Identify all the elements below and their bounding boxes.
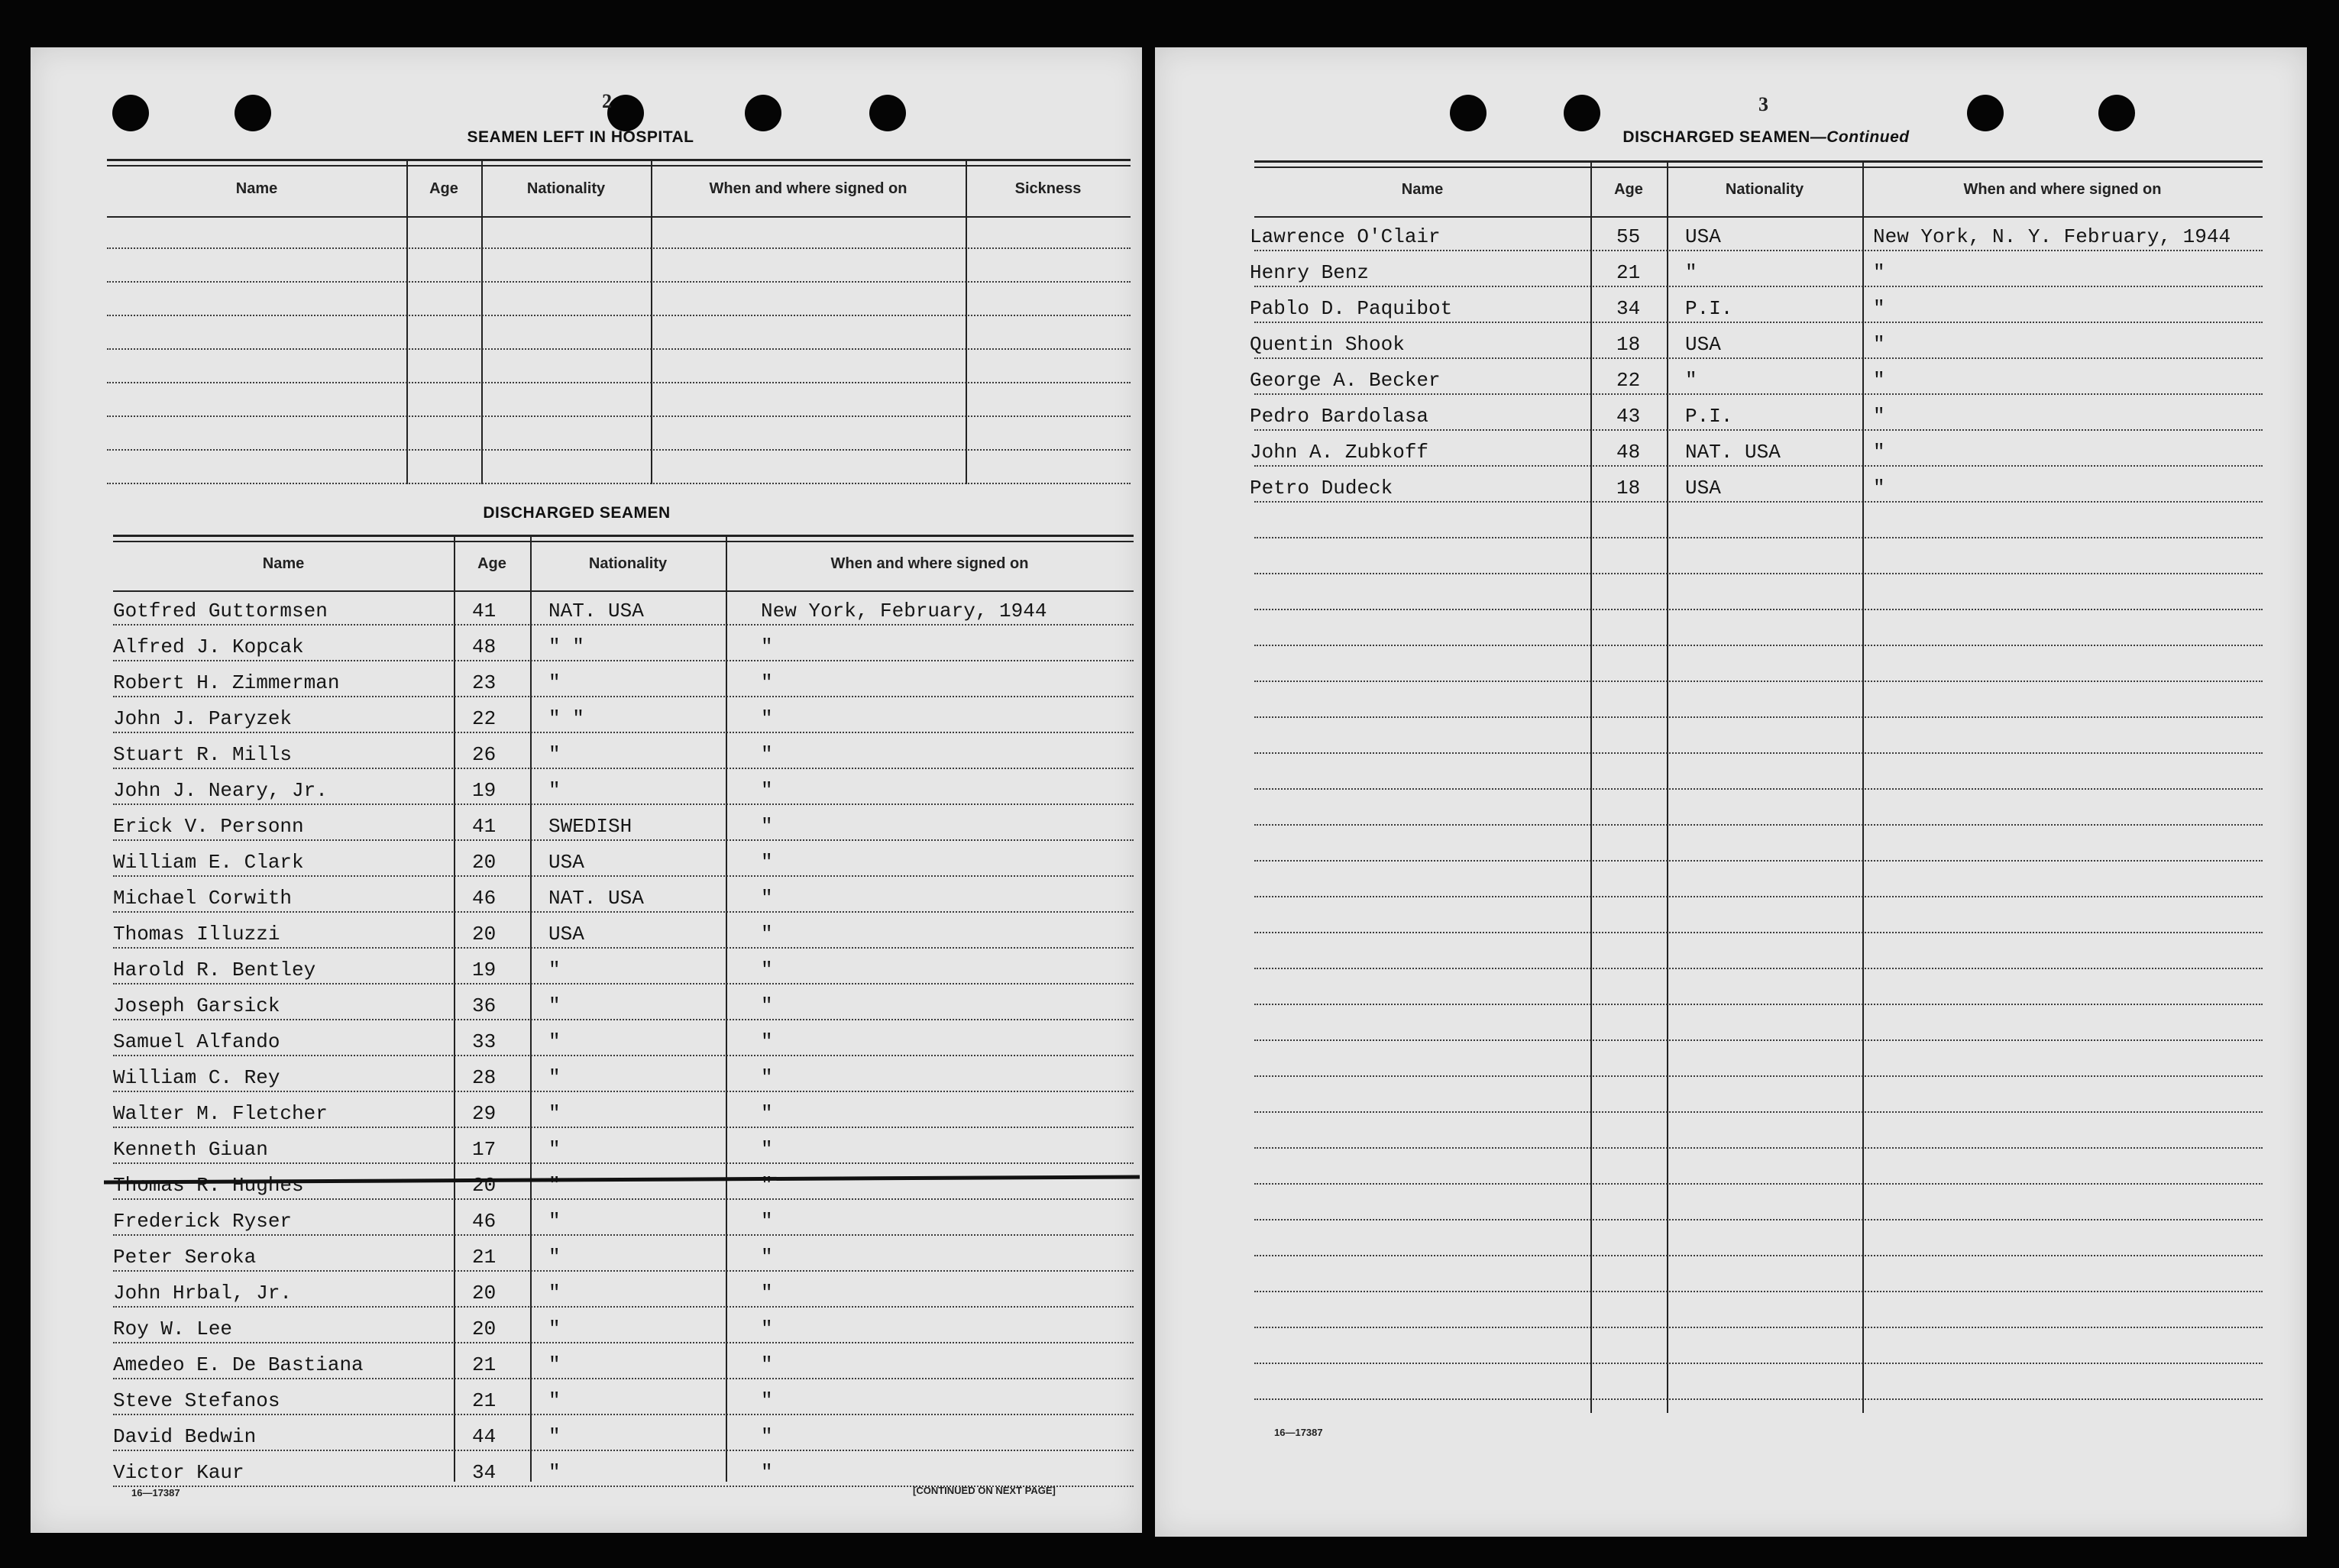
cell-name: Erick V. Personn (113, 815, 304, 838)
cell-name: Joseph Garsick (113, 994, 280, 1017)
punch-hole (607, 95, 644, 131)
cell-age: 21 (1616, 261, 1641, 284)
cell-signed-on: " (761, 887, 773, 910)
cell-age: 43 (1616, 405, 1641, 428)
blank-row (1254, 537, 2263, 574)
punch-hole (1564, 95, 1600, 131)
cell-signed-on: " (761, 1461, 773, 1484)
cell-name: Peter Seroka (113, 1246, 257, 1269)
cell-signed-on: " (761, 671, 773, 694)
cell-signed-on: " (1873, 261, 1885, 284)
cell-name: Quentin Shook (1250, 333, 1405, 356)
cell-nationality: NAT. USA (548, 600, 644, 622)
table-row (1250, 465, 2263, 503)
right-page (1155, 47, 2307, 1537)
blank-row (1254, 1363, 2263, 1400)
cell-age: 17 (472, 1138, 497, 1161)
cell-age: 21 (472, 1389, 497, 1412)
cell-name: Walter M. Fletcher (113, 1102, 328, 1125)
discharged-table (113, 535, 1134, 1482)
cell-signed-on: " (761, 1210, 773, 1233)
cell-signed-on: " (761, 1102, 773, 1125)
cell-name: John Hrbal, Jr. (113, 1282, 293, 1305)
page-number: 2 (602, 90, 612, 112)
cell-nationality: " (548, 1246, 561, 1269)
cell-signed-on: " (761, 1317, 773, 1340)
title-suffix: —Continued (1810, 128, 1910, 146)
cell-nationality: " (1685, 261, 1697, 284)
cell-age: 23 (472, 671, 497, 694)
cell-name: Gotfred Guttormsen (113, 600, 328, 622)
cell-name: David Bedwin (113, 1425, 257, 1448)
blank-row (1254, 716, 2263, 754)
cell-signed-on: " (761, 707, 773, 730)
cell-age: 20 (472, 923, 497, 946)
cell-age: 34 (472, 1461, 497, 1484)
cell-signed-on: " (761, 1353, 773, 1376)
cell-nationality: " (548, 1353, 561, 1376)
cell-signed-on: " (761, 1282, 773, 1305)
blank-row (1254, 932, 2263, 969)
blank-row (107, 247, 1131, 283)
table-row (1250, 393, 2263, 431)
col-name: Name (235, 179, 278, 197)
table-row (113, 1270, 1134, 1308)
form-number: 16—17387 (131, 1487, 180, 1498)
cell-nationality: P.I. (1685, 297, 1733, 320)
table-row (1250, 322, 2263, 359)
cell-age: 18 (1616, 477, 1641, 499)
cell-name: Victor Kaur (113, 1461, 244, 1484)
cell-age: 19 (472, 959, 497, 981)
punch-hole (235, 95, 271, 131)
cell-signed-on: " (761, 815, 773, 838)
cell-name: Alfred J. Kopcak (113, 635, 304, 658)
cell-age: 20 (472, 1174, 497, 1197)
blank-row (1254, 645, 2263, 682)
cell-age: 48 (1616, 441, 1641, 464)
table-row (113, 1162, 1134, 1200)
cell-name: Michael Corwith (113, 887, 293, 910)
cell-nationality: " (548, 1030, 561, 1053)
cell-name: Robert H. Zimmerman (113, 671, 340, 694)
cell-nationality: " (548, 1102, 561, 1125)
table-row (113, 911, 1134, 949)
table-row (113, 803, 1134, 841)
table-row (113, 1414, 1134, 1451)
cell-age: 26 (472, 743, 497, 766)
blank-row (107, 281, 1131, 316)
col-age: Age (429, 179, 458, 197)
cell-name: Steve Stefanos (113, 1389, 280, 1412)
cell-name: George A. Becker (1250, 369, 1441, 392)
table-row (113, 1055, 1134, 1092)
table-row (113, 839, 1134, 877)
table-row (113, 732, 1134, 769)
cell-nationality: USA (548, 923, 584, 946)
cell-age: 20 (472, 851, 497, 874)
cell-signed-on: " (761, 1425, 773, 1448)
table-row (113, 875, 1134, 913)
table-row (113, 1019, 1134, 1056)
cell-name: Frederick Ryser (113, 1210, 293, 1233)
table-row (113, 1306, 1134, 1343)
cell-signed-on: " (761, 1066, 773, 1089)
cell-age: 22 (472, 707, 497, 730)
table-header (107, 159, 1131, 218)
blank-row (1254, 1183, 2263, 1220)
cell-signed-on: " (1873, 333, 1885, 356)
table-row (113, 1450, 1134, 1487)
cell-name: Samuel Alfando (113, 1030, 280, 1053)
blank-row (1254, 573, 2263, 610)
cell-name: John A. Zubkoff (1250, 441, 1429, 464)
cell-age: 41 (472, 815, 497, 838)
col-signed-on: When and where signed on (830, 554, 1029, 572)
col-name: Name (1401, 180, 1444, 198)
cell-nationality: NAT. USA (548, 887, 644, 910)
cell-name: Pablo D. Paquibot (1250, 297, 1453, 320)
title-main: DISCHARGED SEAMEN (1622, 128, 1810, 146)
cell-signed-on: " (761, 1174, 773, 1197)
cell-age: 36 (472, 994, 497, 1017)
col-nationality: Nationality (1725, 180, 1804, 198)
cell-age: 18 (1616, 333, 1641, 356)
table-row (1250, 250, 2263, 287)
cell-name: William C. Rey (113, 1066, 280, 1089)
cell-name: Kenneth Giuan (113, 1138, 268, 1161)
cell-age: 20 (472, 1282, 497, 1305)
punch-hole (1967, 95, 2004, 131)
cell-age: 55 (1616, 225, 1641, 248)
blank-row (107, 348, 1131, 383)
blank-row (1254, 681, 2263, 718)
blank-row (107, 449, 1131, 484)
cell-age: 22 (1616, 369, 1641, 392)
table-row (113, 1378, 1134, 1415)
cell-signed-on: New York, N. Y. February, 1944 (1873, 225, 2231, 248)
cell-nationality: " (548, 671, 561, 694)
cell-name: John J. Neary, Jr. (113, 779, 328, 802)
table-row (113, 1342, 1134, 1379)
form-number: 16—17387 (1274, 1427, 1323, 1438)
punch-hole (1450, 95, 1487, 131)
punch-hole (869, 95, 906, 131)
cell-signed-on: " (761, 1138, 773, 1161)
cell-nationality: " (548, 1210, 561, 1233)
cell-signed-on: " (761, 1030, 773, 1053)
cell-age: 34 (1616, 297, 1641, 320)
table-row (113, 947, 1134, 984)
cell-nationality: USA (1685, 333, 1721, 356)
blank-row (1254, 1039, 2263, 1077)
blank-row (1254, 1111, 2263, 1149)
cell-age: 19 (472, 779, 497, 802)
cell-signed-on: " (761, 959, 773, 981)
cell-age: 44 (472, 1425, 497, 1448)
cell-age: 41 (472, 600, 497, 622)
cell-signed-on: " (761, 923, 773, 946)
cell-name: Petro Dudeck (1250, 477, 1393, 499)
left-page (31, 47, 1142, 1533)
cell-name: Henry Benz (1250, 261, 1370, 284)
col-name: Name (262, 554, 305, 572)
cell-name: Amedeo E. De Bastiana (113, 1353, 364, 1376)
cell-name: William E. Clark (113, 851, 304, 874)
blank-row (107, 315, 1131, 350)
blank-row (107, 382, 1131, 417)
col-nationality: Nationality (526, 179, 606, 197)
punch-hole (2098, 95, 2135, 131)
cell-nationality: " (548, 1461, 561, 1484)
cell-nationality: " " (548, 635, 584, 658)
cell-signed-on: " (761, 635, 773, 658)
cell-age: 21 (472, 1246, 497, 1269)
cell-signed-on: " (761, 1246, 773, 1269)
cell-age: 21 (472, 1353, 497, 1376)
discharged-section-title: DISCHARGED SEAMEN (483, 504, 671, 522)
table-row (113, 624, 1134, 661)
blank-row (1254, 501, 2263, 538)
punch-hole (112, 95, 149, 131)
table-row (113, 1091, 1134, 1128)
cell-nationality: " (548, 743, 561, 766)
cell-name: Thomas Illuzzi (113, 923, 280, 946)
cell-nationality: " (548, 1425, 561, 1448)
discharged-continued-table (1250, 160, 2263, 1413)
cell-age: 46 (472, 887, 497, 910)
cell-nationality: USA (548, 851, 584, 874)
cell-signed-on: New York, February, 1944 (761, 600, 1047, 622)
cell-signed-on: " (1873, 369, 1885, 392)
cell-signed-on: " (761, 1389, 773, 1412)
cell-nationality: " (548, 1066, 561, 1089)
cell-nationality: NAT. USA (1685, 441, 1781, 464)
cell-nationality: " (1685, 369, 1697, 392)
cell-nationality: P.I. (1685, 405, 1733, 428)
table-header (1254, 160, 2263, 218)
cell-name: Roy W. Lee (113, 1317, 233, 1340)
cell-nationality: USA (1685, 477, 1721, 499)
table-row (113, 1234, 1134, 1272)
continued-note: [CONTINUED ON NEXT PAGE] (913, 1485, 1056, 1496)
blank-row (1254, 860, 2263, 897)
blank-row (1254, 609, 2263, 646)
table-row (1250, 214, 2263, 251)
cell-name: Stuart R. Mills (113, 743, 293, 766)
cell-nationality: " (548, 1389, 561, 1412)
cell-nationality: " (548, 779, 561, 802)
cell-name: Thomas R. Hughes (113, 1174, 304, 1197)
blank-row (1254, 1004, 2263, 1041)
col-nationality: Nationality (588, 554, 668, 572)
hospital-section-title: SEAMEN LEFT IN HOSPITAL (467, 128, 694, 146)
cell-signed-on: " (1873, 441, 1885, 464)
table-row (113, 768, 1134, 805)
col-age: Age (477, 554, 506, 572)
table-row (113, 660, 1134, 697)
table-row (1250, 286, 2263, 323)
table-header (113, 535, 1134, 592)
cell-age: 33 (472, 1030, 497, 1053)
punch-hole (745, 95, 781, 131)
cell-nationality: USA (1685, 225, 1721, 248)
cell-signed-on: " (1873, 477, 1885, 499)
cell-age: 20 (472, 1317, 497, 1340)
table-row (113, 1127, 1134, 1164)
blank-row (107, 415, 1131, 451)
cell-signed-on: " (761, 743, 773, 766)
cell-name: Pedro Bardolasa (1250, 405, 1429, 428)
cell-nationality: " (548, 994, 561, 1017)
blank-row (1254, 824, 2263, 862)
cell-nationality: SWEDISH (548, 815, 632, 838)
blank-row (1254, 896, 2263, 933)
col-signed-on: When and where signed on (1963, 180, 2162, 198)
cell-nationality: " (548, 1174, 561, 1197)
blank-row (1254, 788, 2263, 826)
hospital-table (107, 159, 1131, 484)
blank-row (1254, 752, 2263, 790)
table-row (113, 1198, 1134, 1236)
blank-row (1254, 1219, 2263, 1256)
blank-row (1254, 968, 2263, 1005)
col-sickness: Sickness (1014, 179, 1082, 197)
blank-row (1254, 1147, 2263, 1185)
blank-row (1254, 1075, 2263, 1113)
cell-name: Harold R. Bentley (113, 959, 316, 981)
cell-nationality: " (548, 959, 561, 981)
table-row (113, 983, 1134, 1020)
cell-nationality: " (548, 1138, 561, 1161)
cell-nationality: " (548, 1317, 561, 1340)
page-number: 3 (1758, 93, 1768, 115)
table-row (113, 696, 1134, 733)
cell-nationality: " " (548, 707, 584, 730)
cell-name: John J. Paryzek (113, 707, 293, 730)
cell-signed-on: " (761, 779, 773, 802)
cell-signed-on: " (761, 994, 773, 1017)
blank-row (1254, 1327, 2263, 1364)
cell-name: Lawrence O'Clair (1250, 225, 1441, 248)
cell-signed-on: " (1873, 405, 1885, 428)
col-signed-on: When and where signed on (709, 179, 907, 197)
table-row (1250, 429, 2263, 467)
blank-row (1254, 1291, 2263, 1328)
blank-row (107, 214, 1131, 249)
cell-age: 46 (472, 1210, 497, 1233)
discharged-continued-title (1583, 128, 1949, 147)
cell-age: 48 (472, 635, 497, 658)
cell-age: 29 (472, 1102, 497, 1125)
cell-signed-on: " (761, 851, 773, 874)
table-row (113, 588, 1134, 626)
table-row (1250, 357, 2263, 395)
cell-nationality: " (548, 1282, 561, 1305)
blank-row (1254, 1255, 2263, 1292)
cell-age: 28 (472, 1066, 497, 1089)
cell-signed-on: " (1873, 297, 1885, 320)
col-age: Age (1614, 180, 1643, 198)
